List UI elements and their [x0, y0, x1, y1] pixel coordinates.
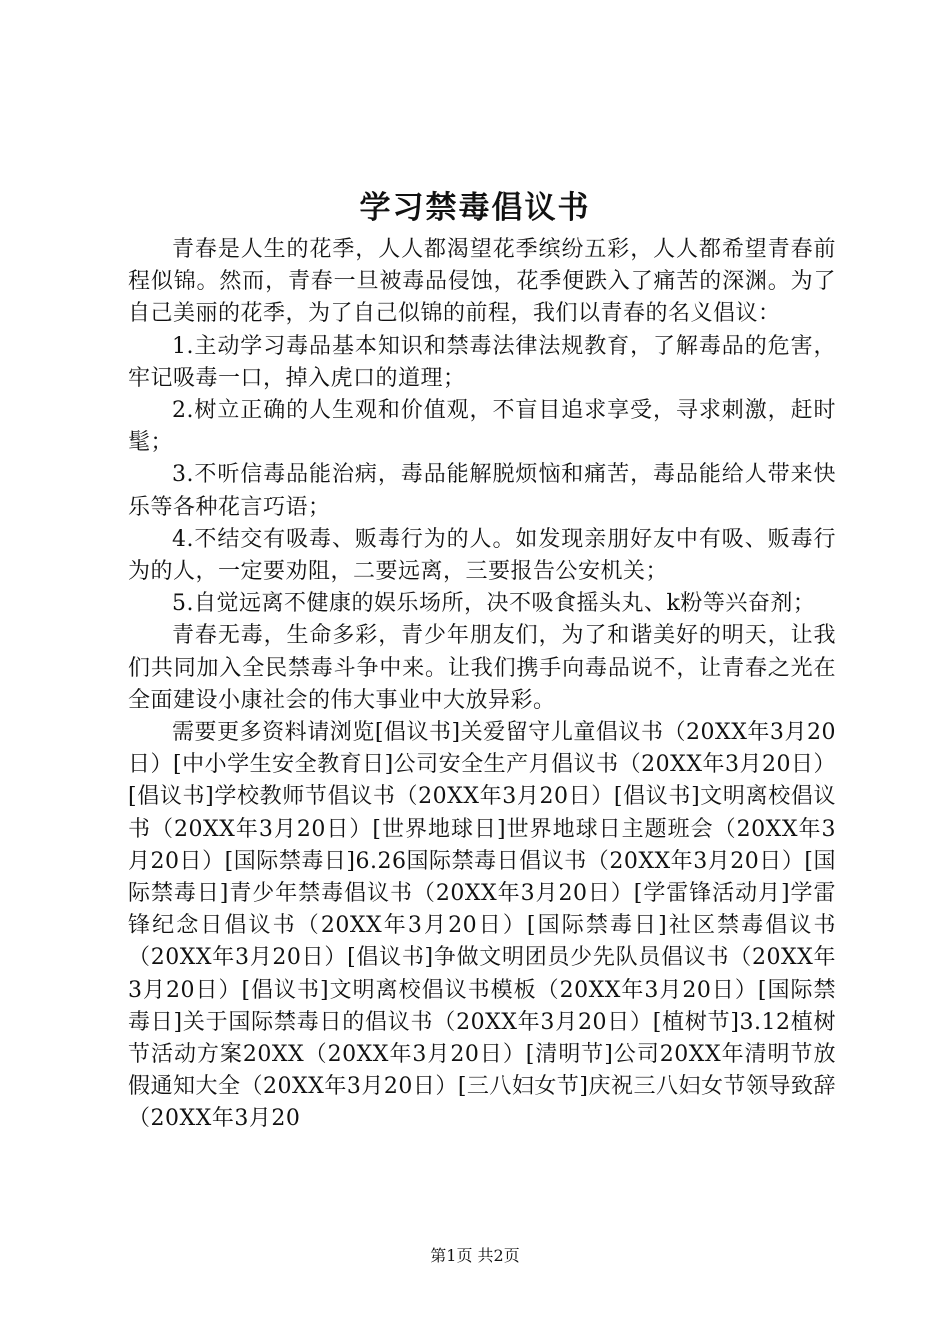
paragraph-item-4: 4.不结交有吸毒、贩毒行为的人。如发现亲朋好友中有吸、贩毒行为的人，一定要劝阻，二要远离，三要报告公安机关； [128, 526, 836, 585]
paragraph-item-1: 1.主动学习毒品基本知识和禁毒法律法规教育，了解毒品的危害，牢记吸毒一口，掉入虎口的道理； [128, 333, 836, 391]
paragraph-item-5: 5.自觉远离不健康的娱乐场所，决不吸食摇头丸、k粉等兴奋剂； [172, 591, 816, 617]
paragraph-item-2: 2.树立正确的人生观和价值观，不盲目追求享受，寻求刺激，赶时髦； [128, 398, 836, 456]
paragraph-more-resources: 需要更多资料请浏览[倡议书]关爱留守儿童倡议书（20XX年3月20日）[中小学生安全教育日]公司安全生产月倡议书（20XX年3月20日）[倡议书]学校教师节倡议书（20XX年3月20日）[倡议书]文明离校倡议书（20XX年3月20日）[世界地球日]世界地球日主题班会（20XX年3月20日）[国际禁毒日]6.26国际禁毒日倡议书（20XX年3月20日）[国际禁毒日]青少年禁毒倡议书（20XX年3月20日）[学雷锋活动月]学雷锋纪念日倡议书（20XX年3月20日）[国际禁毒日]社区禁毒倡议书（20XX年3月20日）[倡议书]争做文明团员少先队员倡议书（20XX年3月20日）[倡议书]文明离校倡议书模板（20XX年3月20日）[国际禁毒日]关于国际禁毒日的倡议书（20XX年3月20日）[植树节]3.12植树节活动方案20XX（20XX年3月20日）[清明节]公司20XX年清明节放假通知大全（20XX年3月20日）[三八妇女节]庆祝三八妇女节领导致辞（20XX年3月20 [128, 720, 836, 1132]
document-body [128, 234, 836, 1136]
page-footer: 第1页 共2页 [430, 1246, 520, 1265]
paragraph-closing: 青春无毒，生命多彩，青少年朋友们，为了和谐美好的明天，让我们共同加入全民禁毒斗争中来。让我们携手向毒品说不，让青春之光在全面建设小康社会的伟大事业中大放异彩。 [128, 623, 836, 713]
paragraph-intro: 青春是人生的花季，人人都渴望花季缤纷五彩，人人都希望青春前程似锦。然而，青春一旦被毒品侵蚀，花季便跌入了痛苦的深渊。为了自己美丽的花季，为了自己似锦的前程，我们以青春的名义倡议： [128, 237, 836, 327]
document-title: 学习禁毒倡议书 [359, 190, 591, 226]
paragraph-item-3: 3.不听信毒品能治病，毒品能解脱烦恼和痛苦，毒品能给人带来快乐等各种花言巧语； [128, 462, 836, 520]
